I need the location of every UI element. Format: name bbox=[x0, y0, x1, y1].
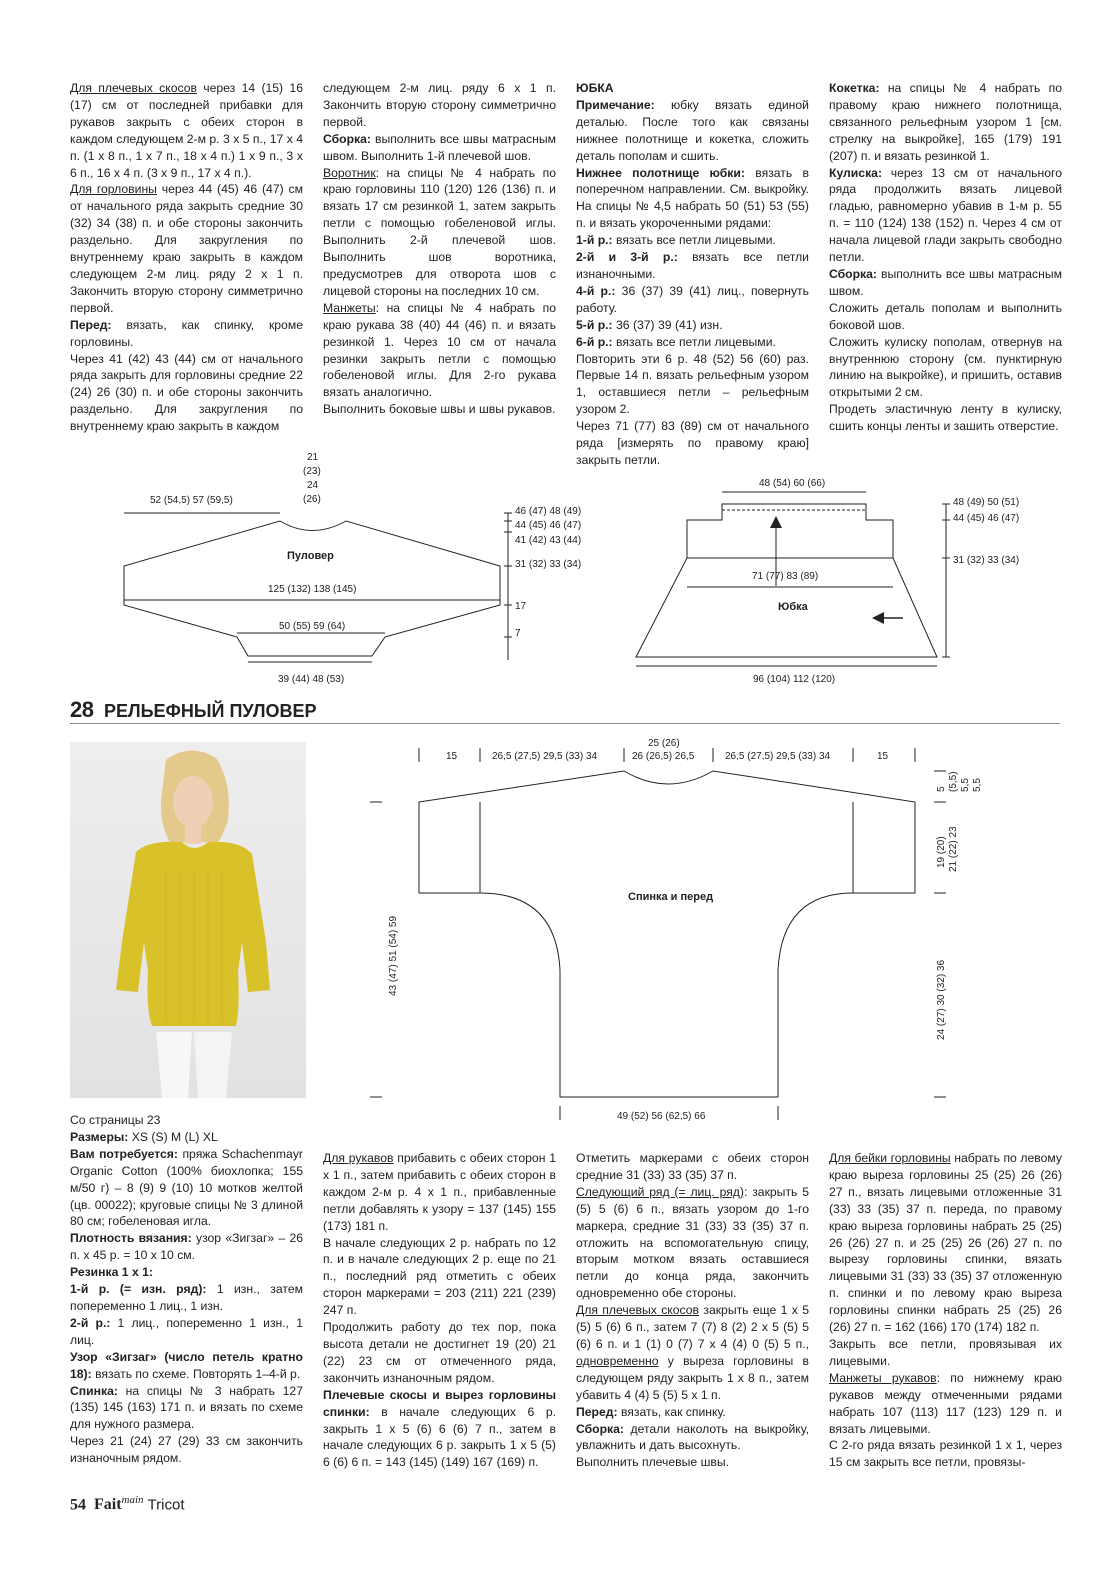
bottom-column-2 bbox=[323, 1150, 556, 1471]
text-run: на спицы № 3 набрать 127 (135) 145 (163) 171 п. и вязать по схеме для нужного размера. bbox=[70, 1383, 303, 1432]
skirt-mid: 71 (77) 83 (89) bbox=[752, 571, 819, 582]
bold-run: Плечевые скосы и вырез горловины спинки: bbox=[323, 1387, 556, 1419]
bottom-column-3 bbox=[576, 1150, 809, 1471]
paragraph bbox=[576, 1302, 809, 1403]
text-run: вязать все петли изнаночными. bbox=[576, 250, 809, 281]
text-run: Со страницы 23 bbox=[70, 1113, 161, 1127]
text-run: С 2-го ряда вязать резинкой 1 х 1, через 15 см закрыть все петли, провязы- bbox=[829, 1438, 1062, 1470]
bf-bottom: 49 (52) 56 (62,5) 66 bbox=[617, 1111, 706, 1122]
bf-r-top2: (5,5) bbox=[948, 771, 959, 792]
text-run: вязать в поперечном направлении. См. выкройку. На спицы № 4,5 набрать 50 (51) 53 (55) п. и вязать укороченными рядами: bbox=[576, 165, 809, 231]
text-run: вязать все петли лицевыми. bbox=[612, 233, 776, 248]
bold-run: Нижнее полотнище юбки: bbox=[576, 165, 745, 180]
text-run: Выполнить боковые швы и швы рукавов. bbox=[323, 402, 556, 417]
bf-r-sleeve: 19 (20) bbox=[936, 836, 947, 868]
pullover-neck-4: (26) bbox=[303, 494, 321, 505]
pullover-neck-3: 24 bbox=[307, 480, 319, 491]
bf-neck: 25 (26) bbox=[648, 738, 680, 749]
text-run: выполнить все швы матрасным швом. Выполнить 1-й плечевой шов. bbox=[323, 131, 556, 163]
paragraph bbox=[576, 1454, 809, 1471]
page-footer bbox=[70, 1494, 185, 1514]
paragraph bbox=[70, 1281, 303, 1315]
text-run: детали наколоть на выкройку, увлажнить и дать высохнуть. bbox=[576, 1421, 809, 1453]
text-run: Через 21 (24) 27 (29) 33 см закончить изнаночным рядом. bbox=[70, 1434, 303, 1466]
pullover-label: Пуловер bbox=[287, 550, 334, 562]
bold-run: Сборка: bbox=[323, 131, 371, 146]
bold-run: Резинка 1 х 1: bbox=[70, 1265, 153, 1280]
underlined-run: Манжеты bbox=[323, 300, 376, 315]
paragraph bbox=[323, 1235, 556, 1320]
paragraph bbox=[70, 1264, 303, 1281]
bottom-column-1 bbox=[70, 1112, 303, 1467]
bold-run: Спинка: bbox=[70, 1383, 118, 1398]
text-run: выполнить все швы матрасным швом. bbox=[829, 266, 1062, 298]
underlined-run: Для плечевых скосов bbox=[576, 1303, 700, 1318]
text-run: В начале следующих 2 р. набрать по 12 п. и в начале следующих 2 р. еще по 21 п., последний ряд отметить с обеих сторон маркерами = 203 (211) 221 (239) 247 п. bbox=[323, 1235, 556, 1318]
text-run: прибавить с обеих сторон 1 х 1 п., затем прибавить с обеих сторон в каждом 2-м р. 4 х 1 п., прибавленные петли добавлять к узору = 137 (145) 155 (173) 181 п. bbox=[323, 1151, 556, 1233]
pullover-r4: 31 (32) 33 (34) bbox=[515, 559, 582, 570]
bold-run: ЮБКА bbox=[576, 81, 614, 95]
text-run: узор «Зигзаг» – 26 п. х 45 р. = 10 х 10 см. bbox=[70, 1231, 303, 1263]
bold-run: 5-й р.: bbox=[576, 317, 613, 332]
skirt-r1: 48 (49) 50 (51) bbox=[953, 497, 1020, 508]
bottom-column-4 bbox=[829, 1150, 1062, 1471]
skirt-top: 48 (54) 60 (66) bbox=[759, 478, 826, 489]
text-run: Продеть эластичную ленту в кулиску, сшить концы ленты и зашить отверстие. bbox=[829, 402, 1062, 434]
bold-run: Сборка: bbox=[829, 266, 877, 281]
bold-run: Примечание: bbox=[576, 97, 655, 112]
text-run: Закрыть все петли, провязывая их лицевыми. bbox=[829, 1336, 1062, 1368]
text-run: через 14 (15) 16 (17) см от последней прибавки для рукавов закрыть с обеих сторон в каждом следующем 2-м р. 3 х 5 п., 17 х 4 п. (1 х 8 п., 1 х 7 п., 18 х 4 п.) 1 х 9 п., 3 х 6 п., 16 х 4 п. (3 х 9 п., 17 х 4 п.). bbox=[70, 81, 303, 180]
paragraph bbox=[323, 1150, 556, 1235]
paragraph bbox=[70, 1112, 303, 1129]
page-number: 54 bbox=[70, 1496, 86, 1514]
paragraph bbox=[70, 1230, 303, 1264]
brand-tricot: Tricot bbox=[147, 1496, 185, 1514]
bold-run: 1-й р.: bbox=[576, 233, 613, 248]
bold-run: Перед: bbox=[576, 1404, 618, 1419]
skirt-bottom: 96 (104) 112 (120) bbox=[753, 674, 836, 685]
text-run: Повторить эти 6 р. 48 (52) 56 (60) раз. Первые 14 п. вязать рельефным узором 1, оставшиеся петли – рельефным узором 2. bbox=[576, 351, 809, 417]
bold-run: Вам потребуется: bbox=[70, 1146, 178, 1161]
text-run: вязать, как спинку, кроме горловины. bbox=[70, 317, 303, 349]
text-run: 1 лиц., попеременно 1 изн., 1 лиц. bbox=[70, 1315, 303, 1347]
underlined-run: Манжеты рукавов bbox=[829, 1370, 937, 1385]
text-run: : закрыть 5 (5) 5 (6) 6 п., вязать узором до 1-го маркера, средние 31 (33) 33 (35) 37 п. отложить на вспомогательную спицу, вторым мотком вязать оставшиеся петли до конца ряда, закончить одновременно обе стороны. bbox=[576, 1184, 809, 1301]
bold-run: 1-й р. (= изн. ряд): bbox=[70, 1282, 207, 1297]
pullover-bottom: 39 (44) 48 (53) bbox=[278, 674, 345, 685]
bold-run: Размеры: bbox=[70, 1129, 129, 1144]
section-title: РЕЛЬЕФНЫЙ ПУЛОВЕР bbox=[103, 701, 317, 721]
text-run: вязать, как спинку. bbox=[617, 1404, 726, 1419]
text-run: юбку вязать единой деталью. После того как связаны нижнее полотнище и кокетка, сложить деталь пополам и сшить. bbox=[576, 97, 809, 163]
text-run: набрать по левому краю выреза горловины 25 (25) 26 (26) 27 п., вязать лицевыми отложенные 31 (33) 33 (35) 37 п. переда, по правому краю выреза горловины набрать 25 (25) 26 (26) 27 п. и 25 (25) 26 (26) 27 п. по вырезу горловины спинки, вязать лицевыми 31 (33) 33 (35) 37 отложенную п. спинки и по левому краю выреза горловины спинки набрать 25 (25) 26 (26) 27 п. = 162 (166) 170 (174) 182 п. bbox=[829, 1151, 1062, 1335]
text-run: Сложить деталь пополам и выполнить боковой шов. bbox=[829, 300, 1062, 332]
paragraph bbox=[70, 1433, 303, 1467]
text-run: Сложить кулиску пополам, отвернув на внутреннюю сторону (см. пунктирную линию на выкройке), и пришить, оставив открытыми 2 см. bbox=[829, 334, 1062, 400]
pullover-r6: 7 bbox=[515, 628, 521, 639]
text-run: 36 (37) 39 (41) лиц., повернуть работу. bbox=[576, 283, 809, 315]
bold-run: Узор «Зигзаг» (число петель кратно 18): bbox=[70, 1349, 303, 1381]
pullover-shoulder: 52 (54,5) 57 (59,5) bbox=[150, 495, 233, 506]
paragraph bbox=[576, 1421, 809, 1455]
bf-r-sleeve2: 21 (22) 23 bbox=[948, 826, 959, 872]
text-run: пряжа Schachenmayr Organic Cotton (100% биохлопка; 155 м/50 г) – 8 (9) 9 (10) 10 мотков желтой (цв. 00022); круговые спицы № 3 длиной 80 см; гобеленовая игла. bbox=[70, 1146, 303, 1229]
bf-left: 26,5 (27,5) 29,5 (33) 34 bbox=[492, 751, 598, 762]
bf-r-top3: 5,5 bbox=[960, 778, 971, 792]
underlined-run: Для рукавов bbox=[323, 1151, 394, 1165]
text-run: XS (S) M (L) XL bbox=[128, 1129, 218, 1144]
underlined-run: Для плечевых скосов bbox=[70, 81, 197, 95]
bf-mid: 26 (26,5) 26,5 bbox=[632, 751, 695, 762]
bf-right: 26,5 (27,5) 29,5 (33) 34 bbox=[725, 751, 831, 762]
paragraph bbox=[70, 1146, 303, 1231]
paragraph bbox=[70, 1383, 303, 1434]
bold-run: Сборка: bbox=[576, 1421, 624, 1436]
bold-run: Кулиска: bbox=[829, 165, 883, 180]
bf-l-total: 43 (47) 51 (54) 59 bbox=[388, 915, 399, 996]
text-run: 1 изн., затем попеременно 1 лиц., 1 изн. bbox=[70, 1282, 303, 1313]
text-run: 36 (37) 39 (41) изн. bbox=[612, 317, 723, 332]
bf-15a: 15 bbox=[446, 751, 458, 762]
brand-fait: Fait bbox=[94, 1496, 122, 1514]
paragraph bbox=[323, 1319, 556, 1387]
skirt-r2: 44 (45) 46 (47) bbox=[953, 513, 1020, 524]
paragraph bbox=[829, 1370, 1062, 1438]
bold-run: 4-й р.: bbox=[576, 283, 616, 298]
pullover-r1: 46 (47) 48 (49) bbox=[515, 506, 582, 517]
text-run: вязать по схеме. Повторять 1–4-й р. bbox=[91, 1366, 301, 1381]
text-run: через 13 см от начального ряда продолжить вязать лицевой гладью, равномерно убавив в 1-м р. 55 п. = 110 (124) 138 (152) п. Через 4 см от начала лицевой глади закрыть свободно петли. bbox=[829, 165, 1062, 265]
paragraph bbox=[70, 1129, 303, 1146]
bf-r-top4: 5,5 bbox=[972, 778, 983, 792]
text-run: Продолжить работу до тех пор, пока высота детали не достигнет 19 (20) 21 (22) 23 см от отмеченного ряда, закончить изнаночным рядом. bbox=[323, 1320, 556, 1385]
paragraph bbox=[70, 1315, 303, 1349]
text-run: : на спицы № 4 набрать по краю горловины 110 (120) 126 (136) п. и вязать 17 см резинкой 1, затем закрыть петли с помощью гобеленовой иглы. Выполнить 2-й плечевой шов. Выполнить шов воротника, предусмотрев для отворота шов с лицевой стороны на последних 10 см. bbox=[323, 165, 556, 298]
paragraph bbox=[576, 1150, 809, 1184]
underlined-run: Для бейки горловины bbox=[829, 1151, 951, 1165]
paragraph bbox=[829, 1336, 1062, 1370]
text-run: : на спицы № 4 набрать по краю рукава 38 (40) 44 (46) п. и вязать резинкой 1. Через 10 см от начала резинки закрыть петли с помощью гобеленовой иглы. Для 2-го рукава вязать аналогично. bbox=[323, 300, 556, 400]
paragraph bbox=[829, 1437, 1062, 1471]
pullover-r3: 41 (42) 43 (44) bbox=[515, 535, 582, 546]
text-run: у выреза горловины в следующем ряду закрыть 1 х 8 п., затем убавить 4 (4) 5 (5) 5 х 1 п. bbox=[576, 1353, 809, 1402]
bf-r-top: 5 bbox=[936, 786, 947, 792]
text-run: в начале следующих 6 р. закрыть 1 х 5 (6) 6 (6) 7 п., затем в начале следующих 6 р. закрыть 1 х 5 (5) 6 (6) 6 п. = 143 (145) (149) 167 (169) п. bbox=[323, 1404, 556, 1470]
paragraph bbox=[70, 1349, 303, 1383]
text-run: через 44 (45) 46 (47) см от начального ряда закрыть средние 30 (32) 34 (38) п. и обе стороны закончить раздельно. Для закругления по внутреннему краю закрыть в каждом следующем 2-м лиц. ряду 2 х 1 п. Закончить вторую сторону симметрично первой. bbox=[70, 182, 303, 315]
pullover-width: 125 (132) 138 (145) bbox=[268, 584, 357, 595]
text-run: вязать все петли лицевыми. bbox=[612, 334, 776, 349]
bf-r-body: 24 (27) 30 (32) 36 bbox=[936, 959, 947, 1040]
pullover-r2: 44 (45) 46 (47) bbox=[515, 520, 582, 531]
pullover-neck-1: 21 bbox=[307, 452, 319, 463]
text-run: Через 41 (42) 43 (44) см от начального ряда закрыть для горловины средние 22 (24) 26 (30) п. и обе стороны закончить раздельно. Для закругления по внутреннему краю закрыть в каждом bbox=[70, 351, 303, 434]
brand-main: main bbox=[121, 1494, 144, 1506]
bold-run: Перед: bbox=[70, 317, 112, 332]
underlined-run: Следующий ряд (= лиц. ряд) bbox=[576, 1184, 744, 1199]
bold-run: Кокетка: bbox=[829, 81, 880, 95]
text-run: Через 71 (77) 83 (89) см от начального ряда [измерять по правому краю] закрыть петли. bbox=[576, 419, 809, 467]
bf-15b: 15 bbox=[877, 751, 889, 762]
pullover-r5: 17 bbox=[515, 601, 527, 612]
text-run: на спицы № 4 набрать по правому краю нижнего полотнища, связанного рельефным узором 1 [см. стрелку на выкройке], 165 (179) 191 (207) п. и вязать резинкой 1. bbox=[829, 81, 1062, 163]
text-run: Отметить маркерами с обеих сторон средние 31 (33) 33 (35) 37 п. bbox=[576, 1151, 809, 1182]
skirt-label: Юбка bbox=[778, 601, 808, 613]
paragraph bbox=[576, 1184, 809, 1302]
paragraph bbox=[829, 1150, 1062, 1336]
paragraph bbox=[576, 1404, 809, 1421]
pullover-waist: 50 (55) 59 (64) bbox=[279, 621, 346, 632]
underlined-run: одновременно bbox=[576, 1353, 659, 1368]
bold-run: 6-й р.: bbox=[576, 334, 613, 349]
underlined-run: Для горловины bbox=[70, 182, 157, 197]
skirt-r3: 31 (32) 33 (34) bbox=[953, 555, 1020, 566]
text-run: : по нижнему краю рукавов между отмеченными рядами набрать 107 (113) 117 (123) 129 п. и вязать лицевыми. bbox=[829, 1370, 1062, 1436]
underlined-run: Воротник bbox=[323, 165, 376, 180]
text-run: следующем 2-м лиц. ряду 6 х 1 п. Закончить вторую сторону симметрично первой. bbox=[323, 81, 556, 129]
section-number: 28 bbox=[70, 697, 94, 722]
bf-label: Спинка и перед bbox=[628, 891, 714, 903]
text-run: Выполнить плечевые швы. bbox=[576, 1455, 729, 1470]
text-run: закрыть еще 1 х 5 (5) 5 (6) 6 п., затем 7 (7) 8 (2) 2 х 5 (5) 5 (6) 6 п. и 1 (1) 0 (7) 7 х 4 (4) 0 (5) 5 п., bbox=[576, 1303, 809, 1351]
paragraph bbox=[323, 1387, 556, 1472]
bold-run: 2-й р.: bbox=[70, 1315, 111, 1330]
bold-run: Плотность вязания: bbox=[70, 1231, 192, 1246]
pullover-neck-2: (23) bbox=[303, 466, 321, 477]
bold-run: 2-й и 3-й р.: bbox=[576, 250, 678, 265]
